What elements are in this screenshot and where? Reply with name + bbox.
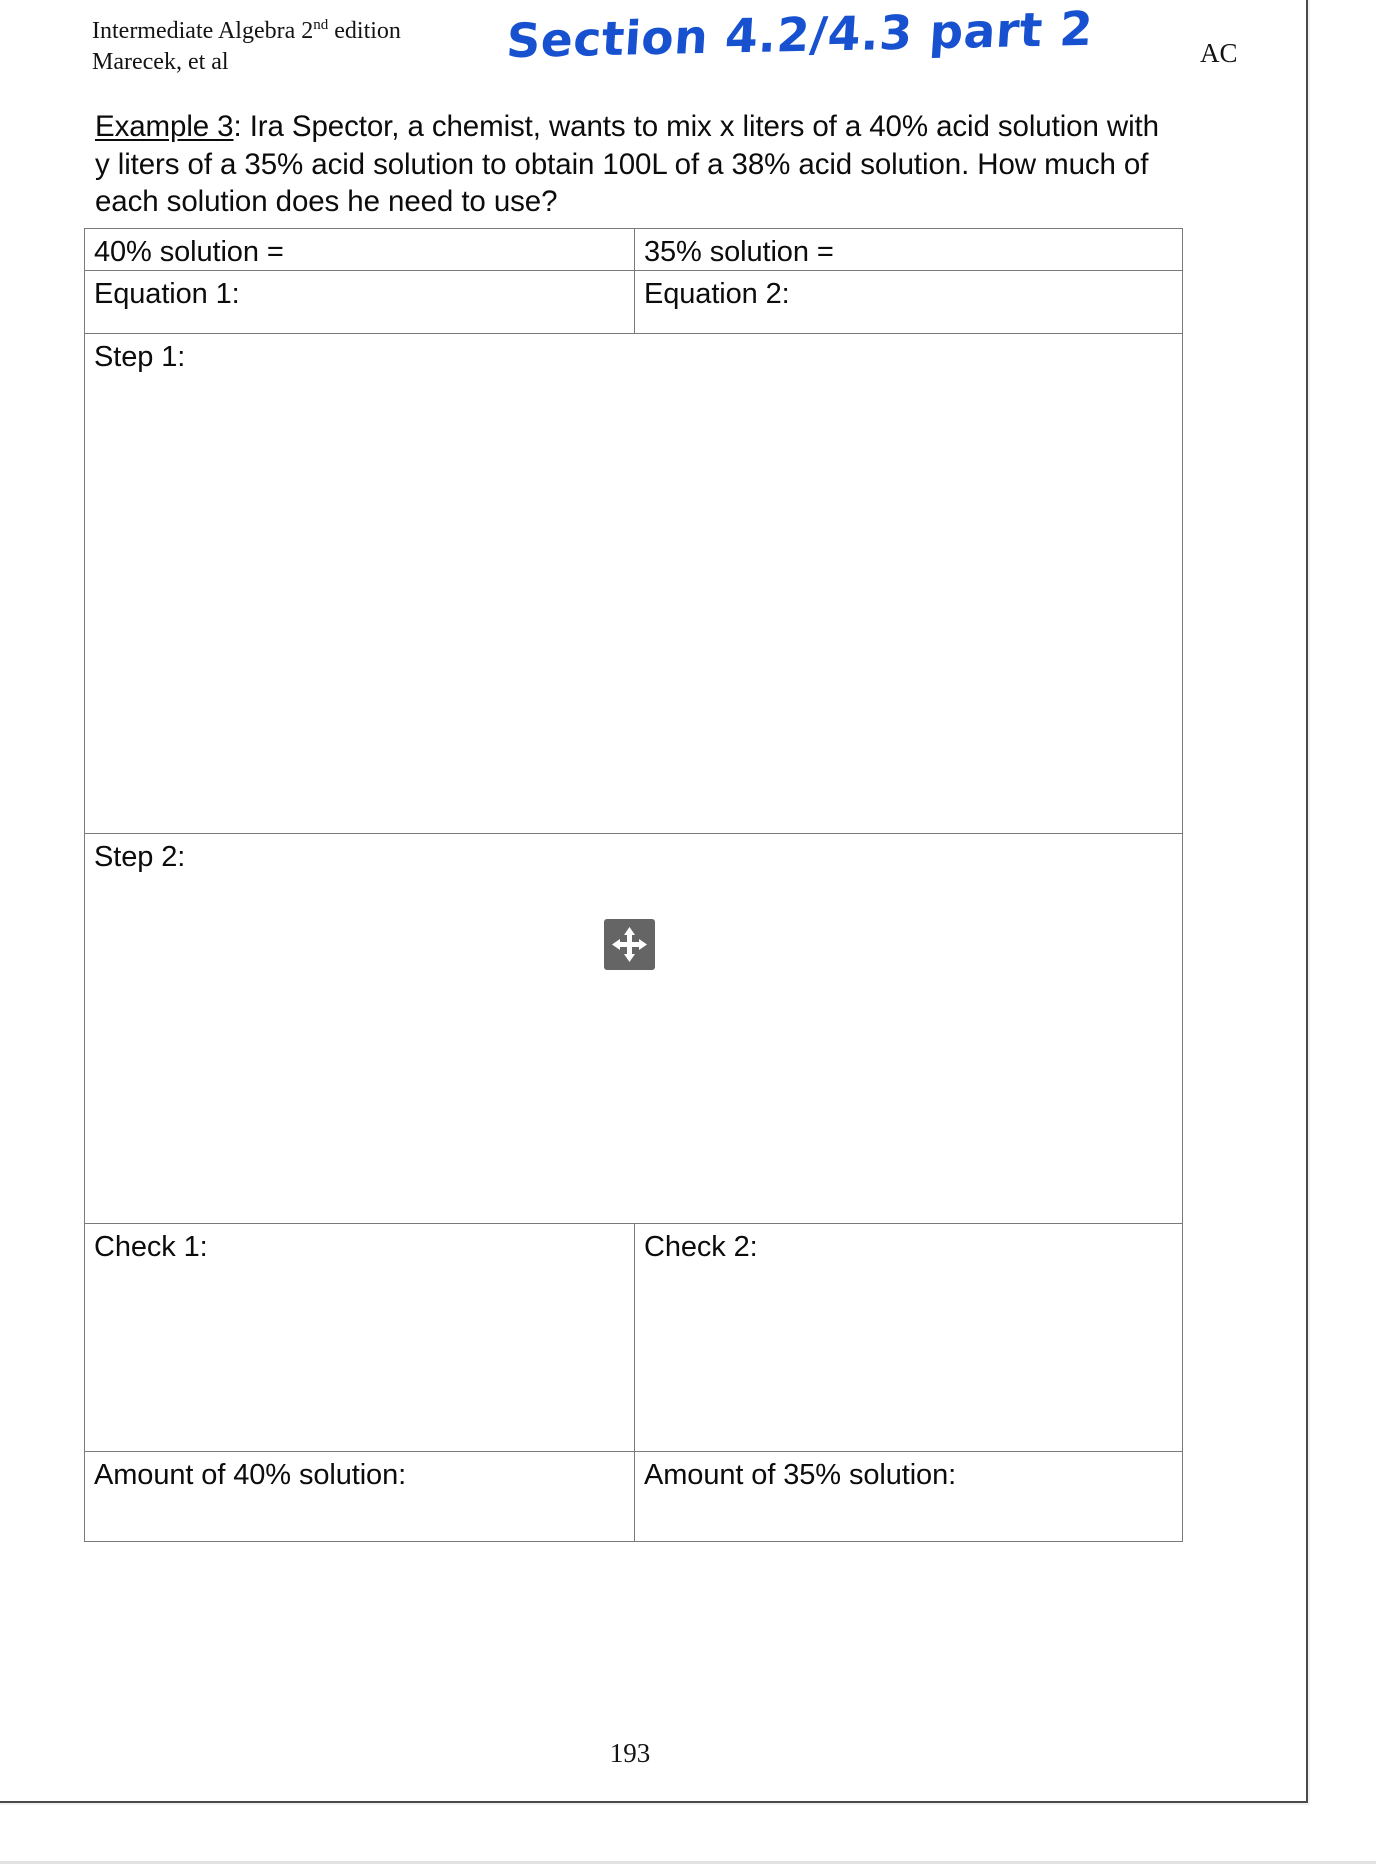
- book-authors: Marecek, et al: [92, 49, 229, 75]
- example-colon: :: [233, 110, 242, 143]
- book-title: Intermediate Algebra 2: [92, 18, 314, 44]
- cell-amount-40-percent[interactable]: Amount of 40% solution:: [85, 1452, 635, 1542]
- cell-equation-1[interactable]: Equation 1:: [85, 271, 635, 334]
- cell-check-2[interactable]: Check 2:: [635, 1224, 1183, 1452]
- book-edition-tail: edition: [328, 18, 401, 44]
- cell-step-1[interactable]: Step 1:: [85, 334, 1183, 834]
- example-label: Example 3: [95, 110, 234, 143]
- table-row-solutions: [85, 229, 1183, 271]
- table-row-equations: [85, 271, 1183, 334]
- worksheet-table: [84, 228, 1183, 1542]
- table-row-amounts: [85, 1452, 1183, 1542]
- book-reference: [92, 16, 401, 78]
- page-header: [92, 1, 1238, 94]
- cell-step-2[interactable]: Step 2:: [85, 834, 1183, 1224]
- cell-40-percent-solution[interactable]: 40% solution =: [85, 229, 635, 271]
- example-body: Ira Spector, a chemist, wants to mix x liters of a 40% acid solution with y liters of a 35% acid solution to obtain 100L of a 38% acid solution. How much of each solution does he need to use?: [95, 110, 1159, 218]
- cell-equation-2[interactable]: Equation 2:: [635, 271, 1183, 334]
- table-row-checks: [85, 1224, 1183, 1452]
- cell-amount-35-percent[interactable]: Amount of 35% solution:: [635, 1452, 1183, 1542]
- cell-35-percent-solution[interactable]: 35% solution =: [635, 229, 1183, 271]
- instructor-initials: AC: [1200, 38, 1238, 68]
- book-edition-sup: nd: [313, 17, 329, 33]
- next-page-edge: [0, 1805, 1376, 1864]
- move-cursor-icon[interactable]: [604, 919, 655, 970]
- table-row-step-2: [85, 834, 1183, 1224]
- table-row-step-1: [85, 334, 1183, 834]
- page-right-gutter: [1310, 0, 1376, 1805]
- handwritten-section-note: Section 4.2/4.3 part 2: [504, 1, 1095, 70]
- example-prompt: [95, 108, 1165, 221]
- cell-check-1[interactable]: Check 1:: [85, 1224, 635, 1452]
- page-number: 193: [609, 1738, 651, 1768]
